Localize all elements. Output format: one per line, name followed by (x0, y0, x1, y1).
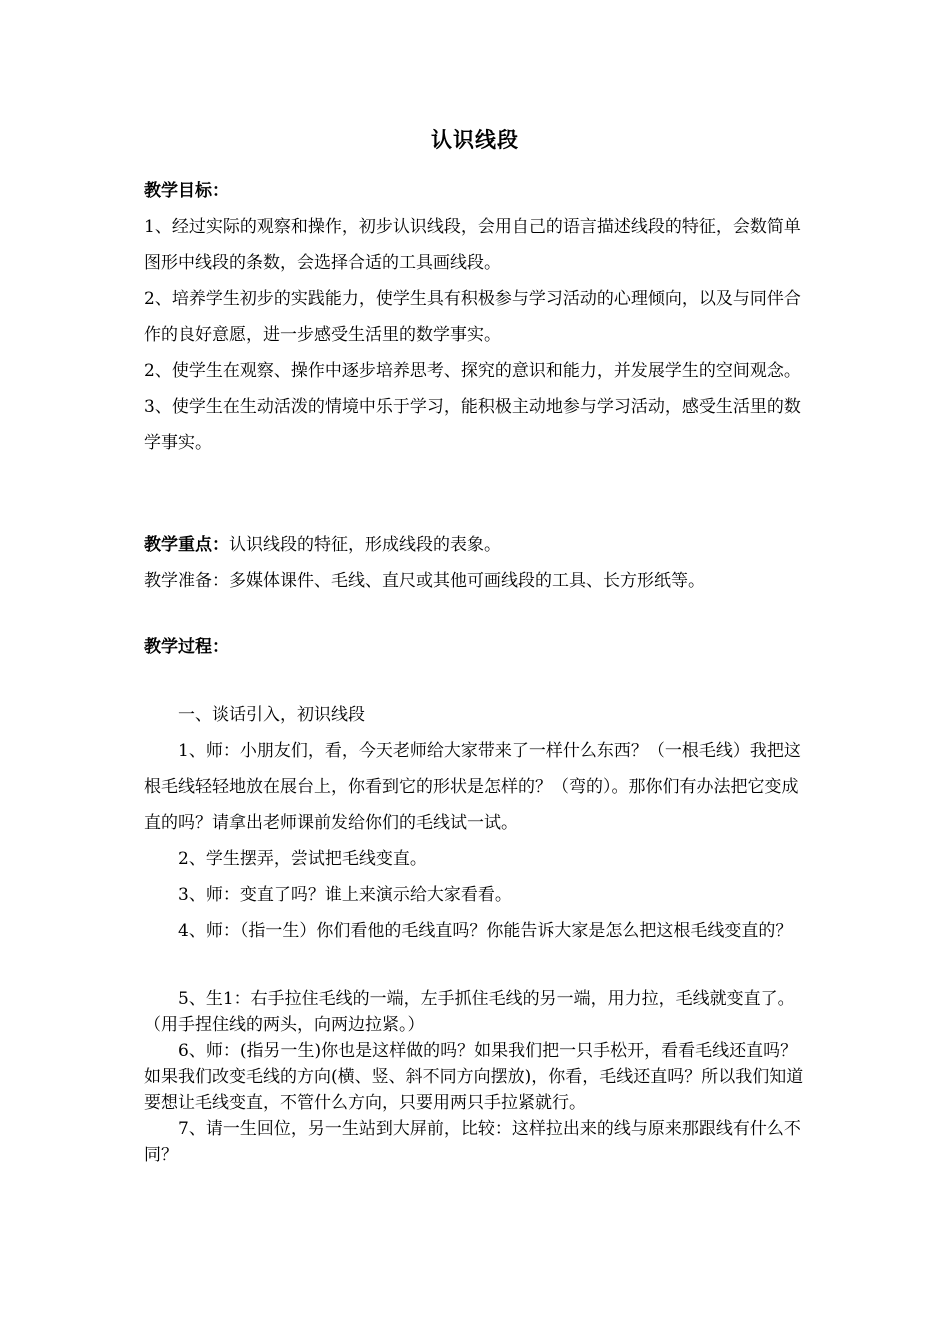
objective-item: 3、使学生在生动活泼的情境中乐于学习，能积极主动地参与学习活动，感受生活里的数学事实。 (144, 397, 801, 453)
objective-item: 1、经过实际的观察和操作，初步认识线段，会用自己的语言描述线段的特征，会数简单图形中线段的条数，会选择合适的工具画线段。 (144, 217, 801, 273)
process-step: 3、师：变直了吗？谁上来演示给大家看看。 (178, 885, 512, 905)
process-section (144, 697, 809, 949)
focus-label: 教学重点： (144, 535, 229, 555)
process-step: 4、师：（指一生）你们看他的毛线直吗？你能告诉大家是怎么把这根毛线变直的？ (178, 921, 793, 941)
focus-text: 认识线段的特征，形成线段的表象。 (229, 535, 501, 555)
objectives-section (144, 173, 809, 461)
focus-section (144, 527, 809, 599)
process-step: 2、学生摆弄，尝试把毛线变直。 (178, 849, 427, 869)
process-step: 5、生1：右手拉住毛线的一端，左手抓住毛线的另一端，用力拉，毛线就变直了。（用手捏住线的两头，向两边拉紧。） (144, 989, 795, 1035)
objective-item: 2、培养学生初步的实践能力，使学生具有积极参与学习活动的心理倾向，以及与同伴合作的良好意愿，进一步感受生活里的数学事实。 (144, 289, 801, 345)
process-step: 7、请一生回位，另一生站到大屏前，比较：这样拉出来的线与原来那跟线有什么不同？ (144, 1119, 801, 1165)
document-title: 认识线段 (431, 127, 519, 152)
process-heading: 教学过程： (144, 637, 229, 657)
focus-line (144, 527, 809, 563)
process-step: 6、师：(指另一生)你也是这样做的吗？如果我们把一只手松开，看看毛线还直吗？如果我们改变毛线的方向(横、竖、斜不同方向摆放)，你看，毛线还直吗？所以我们知道要想让毛线变直，不管什么方向，只要用两只手拉紧就行。 (144, 1041, 804, 1113)
objective-item: 2、使学生在观察、操作中逐步培养思考、探究的意识和能力，并发展学生的空间观念。 (144, 361, 801, 381)
preparation-line: 教学准备：多媒体课件、毛线、直尺或其他可画线段的工具、长方形纸等。 (144, 571, 705, 591)
section-title: 一、谈话引入，初识线段 (178, 705, 365, 725)
process-heading-block (144, 629, 809, 665)
objectives-heading: 教学目标： (144, 181, 229, 201)
process-section-continued (144, 986, 809, 1168)
process-step: 1、师：小朋友们，看，今天老师给大家带来了一样什么东西？（一根毛线）我把这根毛线轻轻地放在展台上，你看到它的形状是怎样的？（弯的）。那你们有办法把它变成直的吗？请拿出老师课前发给你们的毛线试一试。 (144, 741, 801, 833)
